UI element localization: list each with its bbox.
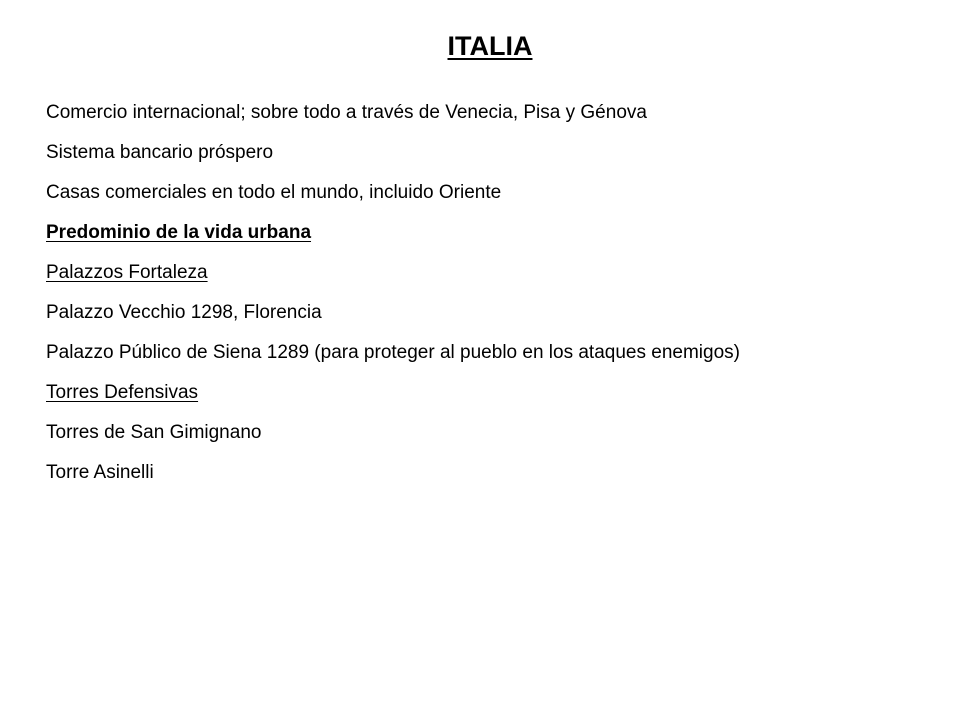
body-line-merchant-houses: Casas comerciales en todo el mundo, incluido Oriente [46,182,502,203]
body-line-palazzo-vecchio: Palazzo Vecchio 1298, Florencia [46,302,322,323]
slide-title: ITALIA [447,31,533,61]
body-line-palazzo-publico: Palazzo Público de Siena 1289 (para proteger al pueblo en los ataques enemigos) [46,342,740,363]
slide-body [46,102,876,502]
body-line-torre-asinelli: Torre Asinelli [46,462,154,483]
body-line-san-gimignano: Torres de San Gimignano [46,422,262,443]
subheading-fortress-palazzos: Palazzos Fortaleza [46,262,208,283]
section-heading-urban-life: Predominio de la vida urbana [46,222,312,243]
body-line-banking: Sistema bancario próspero [46,142,274,163]
subheading-defensive-towers: Torres Defensivas [46,382,199,403]
body-line-trade: Comercio internacional; sobre todo a través de Venecia, Pisa y Génova [46,102,647,123]
